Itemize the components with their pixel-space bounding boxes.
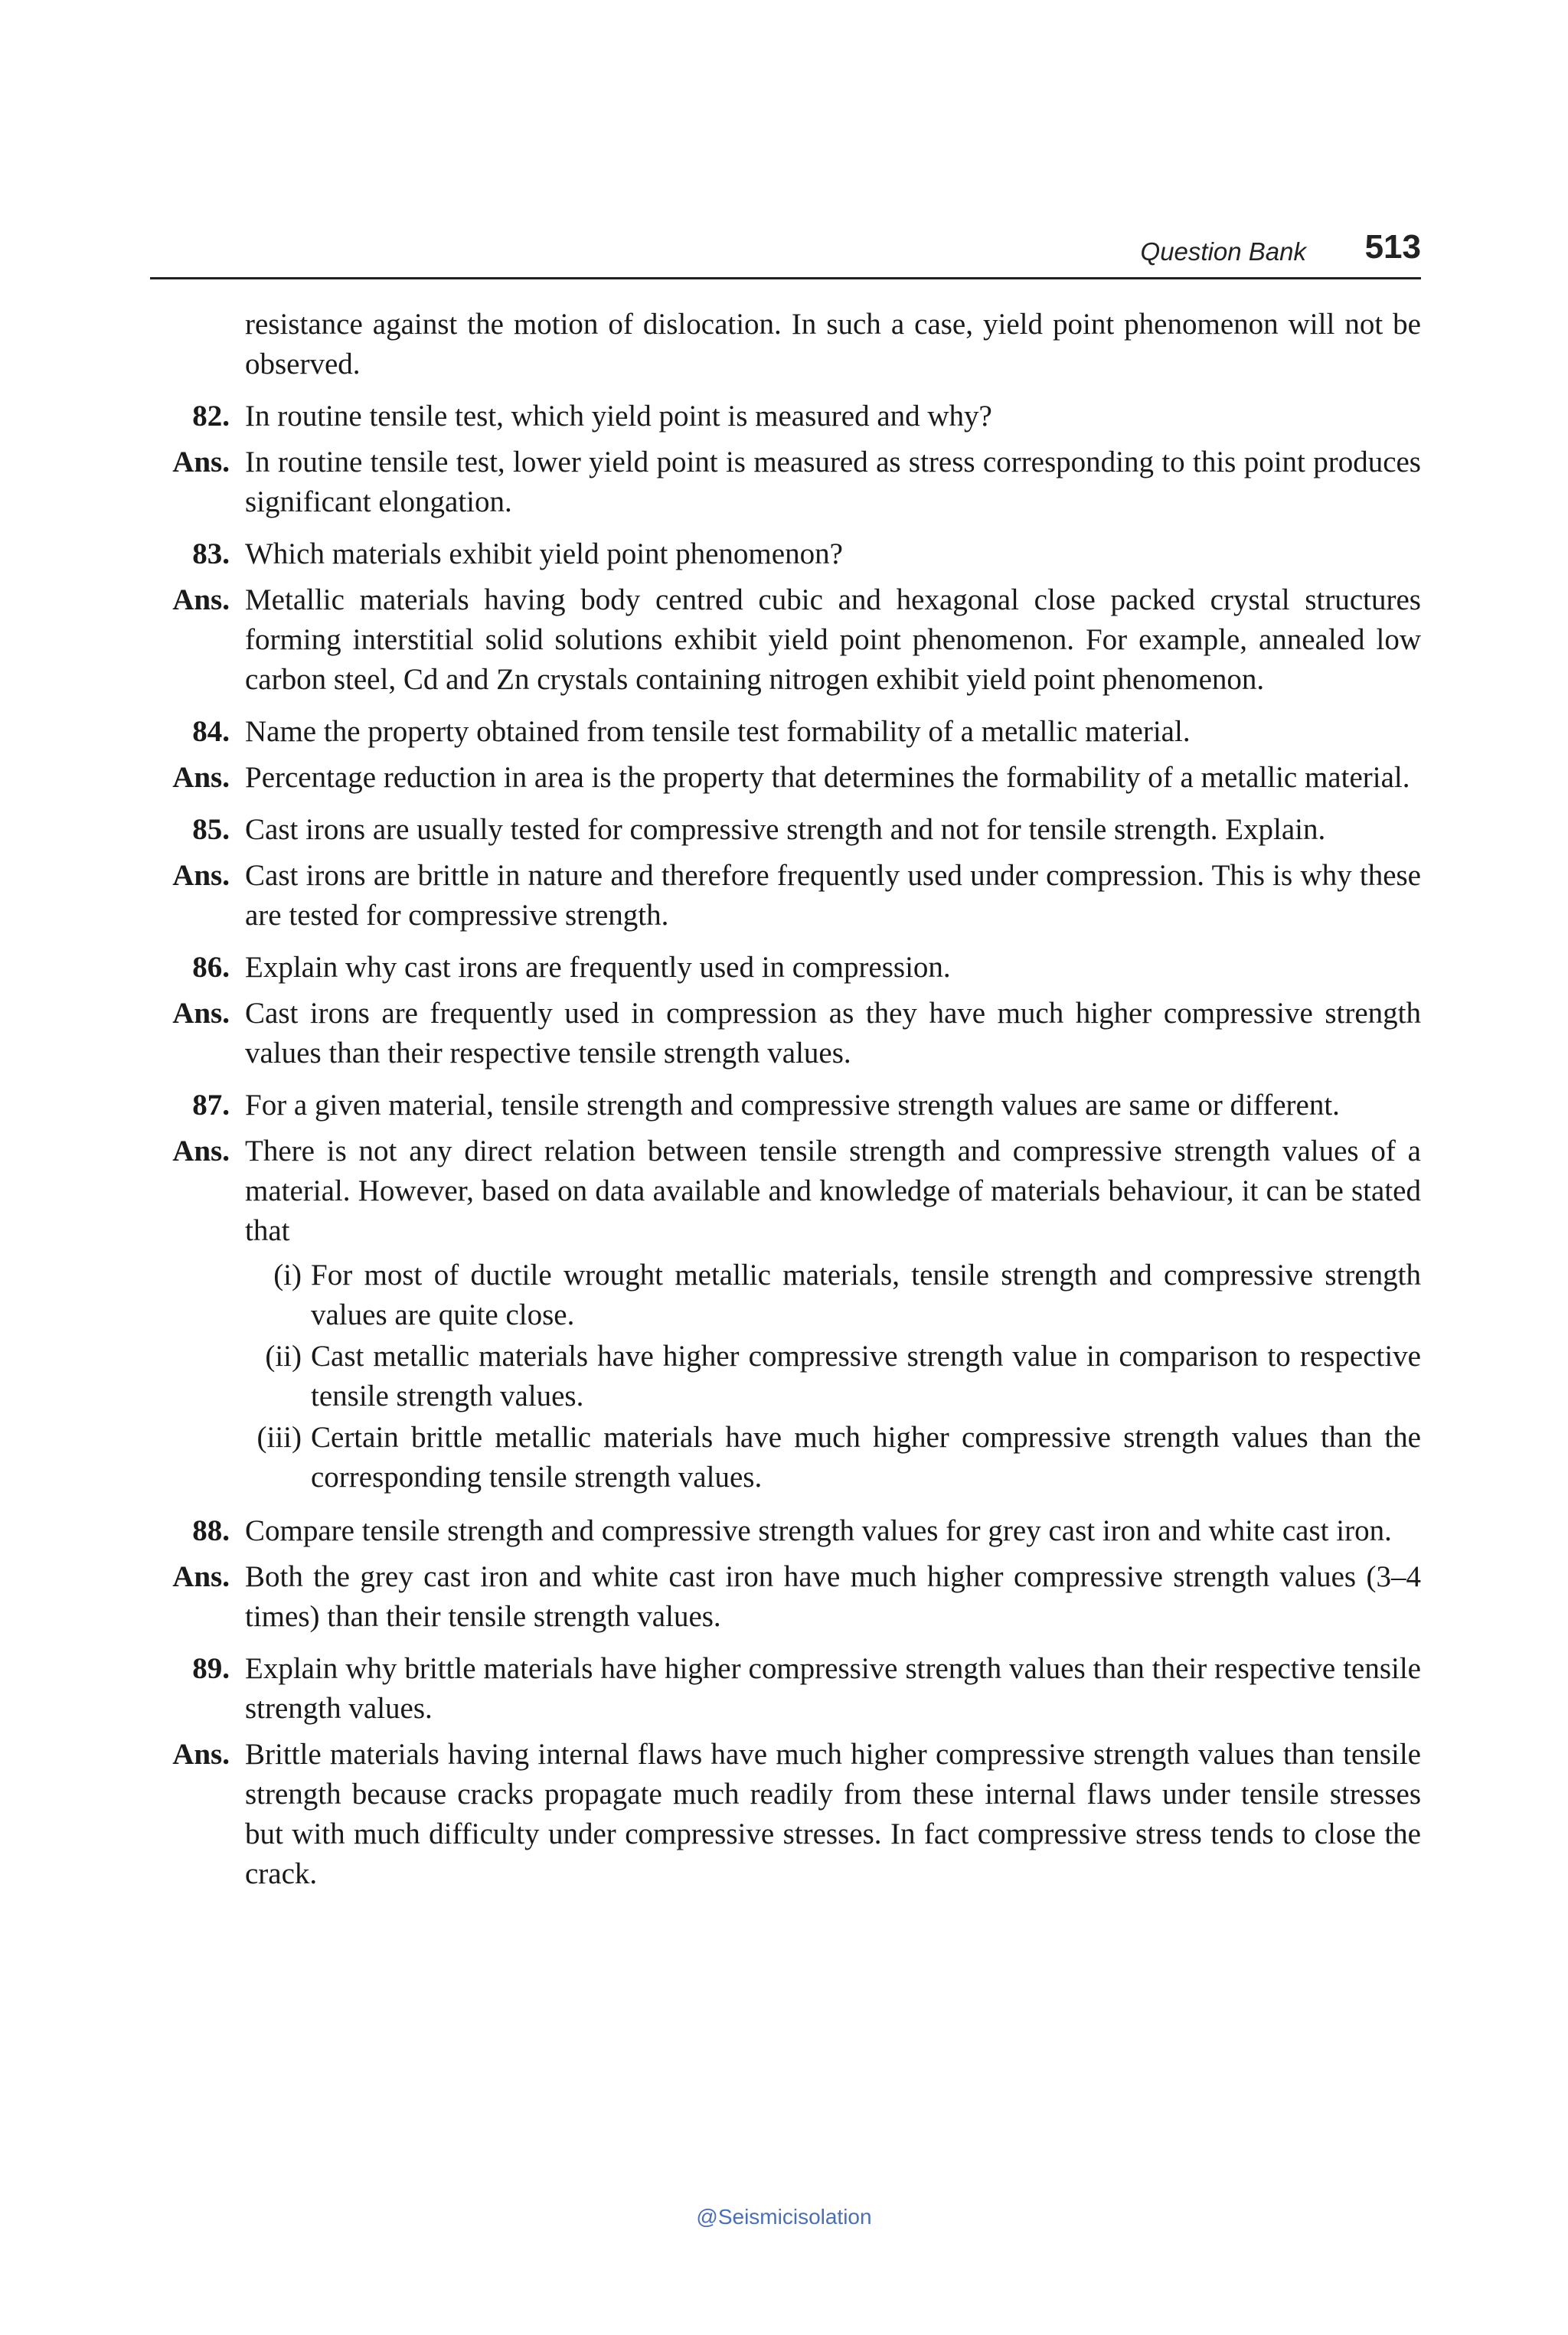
question-item	[150, 810, 1421, 850]
question-text: Which materials exhibit yield point phenomenon?	[245, 537, 843, 570]
sublist-numeral: (i)	[273, 1259, 302, 1292]
answer-item	[150, 856, 1421, 936]
answer-body	[245, 994, 1421, 1073]
page-number: 513	[1364, 228, 1421, 266]
question-text: Name the property obtained from tensile test formability of a metallic material.	[245, 715, 1191, 748]
sublist-numeral: (iii)	[256, 1421, 302, 1454]
question-item	[150, 712, 1421, 752]
answer-item	[150, 443, 1421, 522]
question-number: 87.	[192, 1089, 230, 1122]
question-text: Cast irons are usually tested for compressive strength and not for tensile strength. Explain.	[245, 813, 1326, 846]
watermark: @Seismicisolation	[696, 2205, 872, 2229]
page-body	[150, 305, 1421, 1894]
answer-item	[150, 1557, 1421, 1637]
answer-sublist	[245, 1256, 1421, 1497]
answer-item	[150, 1735, 1421, 1894]
answer-body	[245, 856, 1421, 936]
answer-label: Ans.	[172, 1738, 230, 1771]
sublist-text: Cast metallic materials have higher compressive strength value in comparison to respective tensile strength values.	[311, 1340, 1421, 1412]
answer-text: Both the grey cast iron and white cast iron have much higher compressive strength values (3–4 times) than their tensile strength values.	[245, 1560, 1421, 1633]
answer-body	[245, 443, 1421, 522]
question-number: 84.	[192, 715, 230, 748]
question-text: Compare tensile strength and compressive strength values for grey cast iron and white cast iron.	[245, 1514, 1392, 1547]
answer-text: In routine tensile test, lower yield point is measured as stress corresponding to this point produces significant elongation.	[245, 446, 1421, 518]
question-number: 89.	[192, 1652, 230, 1685]
answer-text: There is not any direct relation between tensile strength and compressive strength values of a material. However, based on data available and knowledge of materials behaviour, it can be stated that	[245, 1135, 1421, 1247]
answer-body	[245, 1132, 1421, 1499]
answer-text: Brittle materials having internal flaws have much higher compressive strength values than tensile strength because cracks propagate much readily from these internal flaws under tensile stresses but with much difficulty under compressive stresses. In fact compressive stress tends to close the crack.	[245, 1738, 1421, 1890]
question-item	[150, 948, 1421, 988]
answer-body	[245, 1735, 1421, 1894]
question-text: Explain why brittle materials have higher compressive strength values than their respective tensile strength values.	[245, 1652, 1421, 1725]
answer-text: Cast irons are frequently used in compression as they have much higher compressive strength values than their respective tensile strength values.	[245, 997, 1421, 1070]
answer-text: Cast irons are brittle in nature and therefore frequently used under compression. This is why these are tested for compressive strength.	[245, 859, 1421, 932]
question-number: 83.	[192, 537, 230, 570]
question-number: 82.	[192, 400, 230, 433]
sublist-item	[245, 1337, 1421, 1416]
answer-item	[150, 1132, 1421, 1499]
sublist-numeral: (ii)	[265, 1340, 302, 1373]
question-item	[150, 397, 1421, 436]
question-text: In routine tensile test, which yield point is measured and why?	[245, 400, 992, 433]
answer-body	[245, 758, 1421, 798]
question-item	[150, 1086, 1421, 1125]
answer-label: Ans.	[172, 1135, 230, 1168]
answer-item	[150, 758, 1421, 798]
answer-body	[245, 1557, 1421, 1637]
sublist-text: Certain brittle metallic materials have much higher compressive strength values than the corresponding tensile strength values.	[311, 1421, 1421, 1494]
sublist-text: For most of ductile wrought metallic materials, tensile strength and compressive strength values are quite close.	[311, 1259, 1421, 1331]
answer-text: Metallic materials having body centred cubic and hexagonal close packed crystal structures forming interstitial solid solutions exhibit yield point phenomenon. For example, annealed low carbon steel, Cd and Zn crystals containing nitrogen exhibit yield point phenomenon.	[245, 583, 1421, 696]
question-number: 85.	[192, 813, 230, 846]
answer-label: Ans.	[172, 446, 230, 478]
answer-label: Ans.	[172, 997, 230, 1030]
answer-text: Percentage reduction in area is the property that determines the formability of a metallic material.	[245, 761, 1410, 794]
answer-body	[245, 580, 1421, 700]
question-item	[150, 534, 1421, 574]
sublist-item	[245, 1256, 1421, 1335]
answer-item	[150, 580, 1421, 700]
answer-label: Ans.	[172, 583, 230, 616]
running-title: Question Bank	[1140, 237, 1306, 266]
continuation-paragraph: resistance against the motion of dislocation. In such a case, yield point phenomenon will not be observed.	[245, 308, 1421, 380]
question-text: Explain why cast irons are frequently used in compression.	[245, 951, 951, 984]
question-number: 86.	[192, 951, 230, 984]
answer-label: Ans.	[172, 859, 230, 892]
answer-label: Ans.	[172, 1560, 230, 1593]
answer-label: Ans.	[172, 761, 230, 794]
question-number: 88.	[192, 1514, 230, 1547]
sublist-item	[245, 1418, 1421, 1497]
question-text: For a given material, tensile strength and compressive strength values are same or different.	[245, 1089, 1340, 1122]
page-header	[150, 230, 1421, 279]
question-item	[150, 1649, 1421, 1729]
question-item	[150, 1511, 1421, 1551]
answer-item	[150, 994, 1421, 1073]
qa-list	[150, 397, 1421, 1894]
